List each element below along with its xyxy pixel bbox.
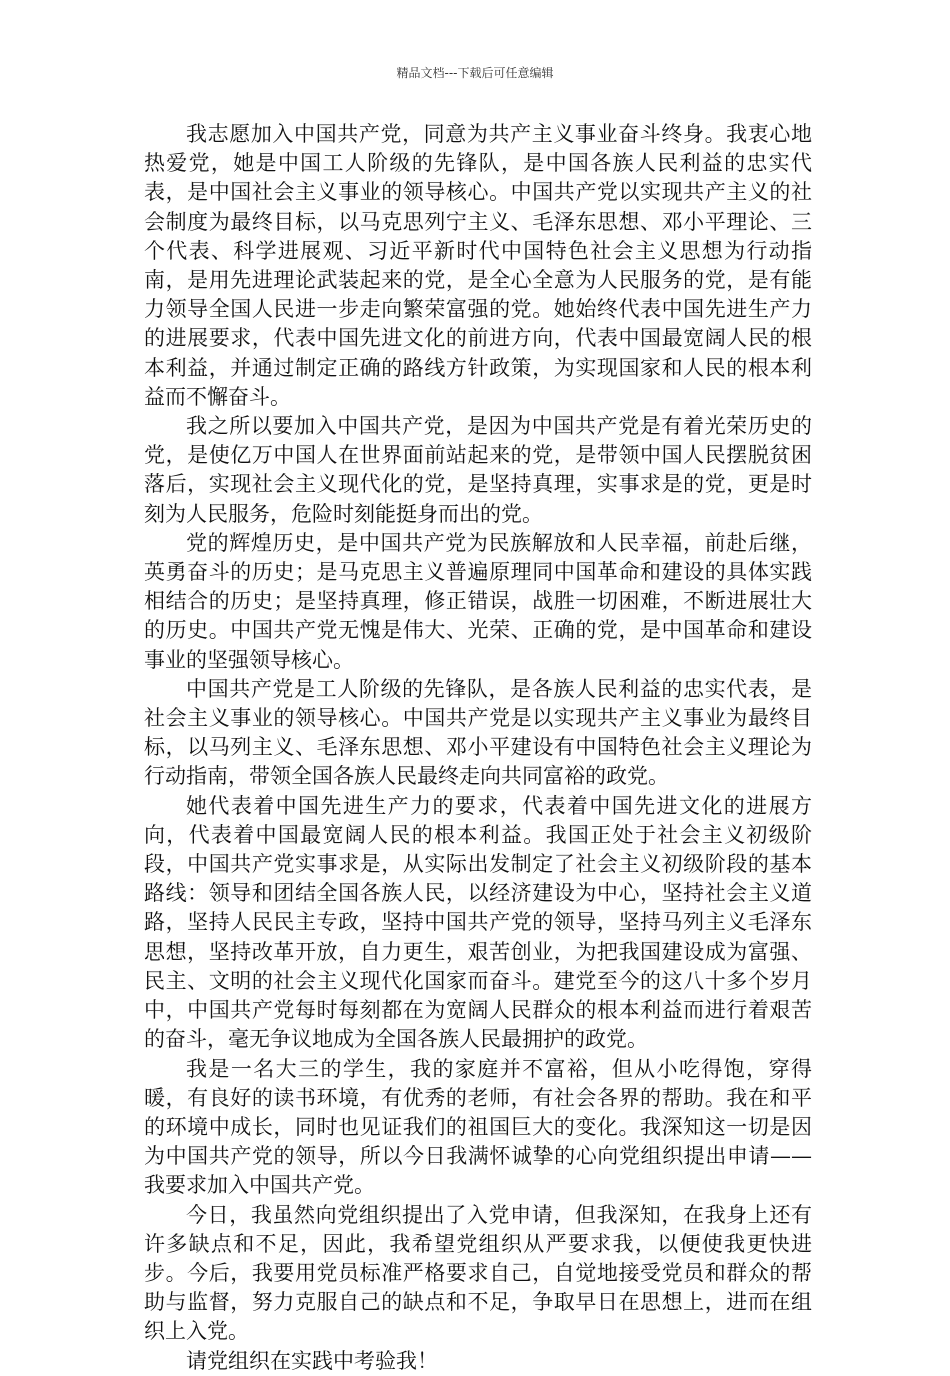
paragraph-7: 今日，我虽然向党组织提出了入党申请，但我深知，在我身上还有许多缺点和不足，因此，我希望党组织从严要求我，以便使我更快进步。今后，我要用党员标准严格要求自己，自觉地接受党员和群众的帮助与监督，努力克服自己的缺点和不足，争取早日在思想上，进而在组织上入党。 — [144, 1202, 812, 1344]
paragraph-3: 党的辉煌历史，是中国共产党为民族解放和人民幸福，前赴后继，英勇奋斗的历史；是马克思主义普遍原理同中国革命和建设的具体实践相结合的历史；是坚持真理，修正错误，战胜一切困难，不断进展壮大的历史。中国共产党无愧是伟大、光荣、正确的党，是中国革命和建设事业的坚强领导核心。 — [144, 530, 812, 672]
paragraph-1: 我志愿加入中国共产党，同意为共产主义事业奋斗终身。我衷心地热爱党，她是中国工人阶级的先锋队，是中国各族人民利益的忠实代表，是中国社会主义事业的领导核心。中国共产党以实现共产主义的社会制度为最终目标，以马克思列宁主义、毛泽东思想、邓小平理论、三个代表、科学进展观、习近平新时代中国特色社会主义思想为行动指南，是用先进理论武装起来的党，是全心全意为人民服务的党，是有能力领导全国人民进一步走向繁荣富强的党。她始终代表中国先进生产力的进展要求，代表中国先进文化的前进方向，代表中国最宽阔人民的根本利益，并通过制定正确的路线方针政策，为实现国家和人民的根本利益而不懈奋斗。 — [144, 122, 812, 409]
paragraph-2: 我之所以要加入中国共产党，是因为中国共产党是有着光荣历史的党，是使亿万中国人在世界面前站起来的党，是带领中国人民摆脱贫困落后，实现社会主义现代化的党，是坚持真理，实事求是的党，更是时刻为人民服务，危险时刻能挺身而出的党。 — [144, 414, 812, 526]
paragraph-4: 中国共产党是工人阶级的先锋队，是各族人民利益的忠实代表，是社会主义事业的领导核心。中国共产党是以实现共产主义事业为最终目标，以马列主义、毛泽东思想、邓小平建设有中国特色社会主义理论为行动指南，带领全国各族人民最终走向共同富裕的政党。 — [144, 676, 812, 789]
page-header: 精品文档---下载后可任意编辑 — [396, 66, 554, 80]
paragraph-6: 我是一名大三的学生，我的家庭并不富裕，但从小吃得饱，穿得暖，有良好的读书环境，有优秀的老师，有社会各界的帮助。我在和平的环境中成长，同时也见证我们的祖国巨大的变化。我深知这一切是因为中国共产党的领导，所以今日我满怀诚挚的心向党组织提出申请——我要求加入中国共产党。 — [144, 1056, 812, 1198]
document-body — [144, 120, 812, 1376]
paragraph-8: 请党组织在实践中考验我！ — [186, 1348, 438, 1373]
paragraph-5: 她代表着中国先进生产力的要求，代表着中国先进文化的进展方向，代表着中国最宽阔人民的根本利益。我国正处于社会主义初级阶段，中国共产党实事求是，从实际出发制定了社会主义初级阶段的基本路线：领导和团结全国各族人民，以经济建设为中心，坚持社会主义道路，坚持人民民主专政，坚持中国共产党的领导，坚持马列主义毛泽东思想，坚持改革开放，自力更生，艰苦创业，为把我国建设成为富强、民主、文明的社会主义现代化国家而奋斗。建党至今的这八十多个岁月中，中国共产党每时每刻都在为宽阔人民群众的根本利益而进行着艰苦的奋斗，毫无争议地成为全国各族人民最拥护的政党。 — [144, 793, 812, 1052]
